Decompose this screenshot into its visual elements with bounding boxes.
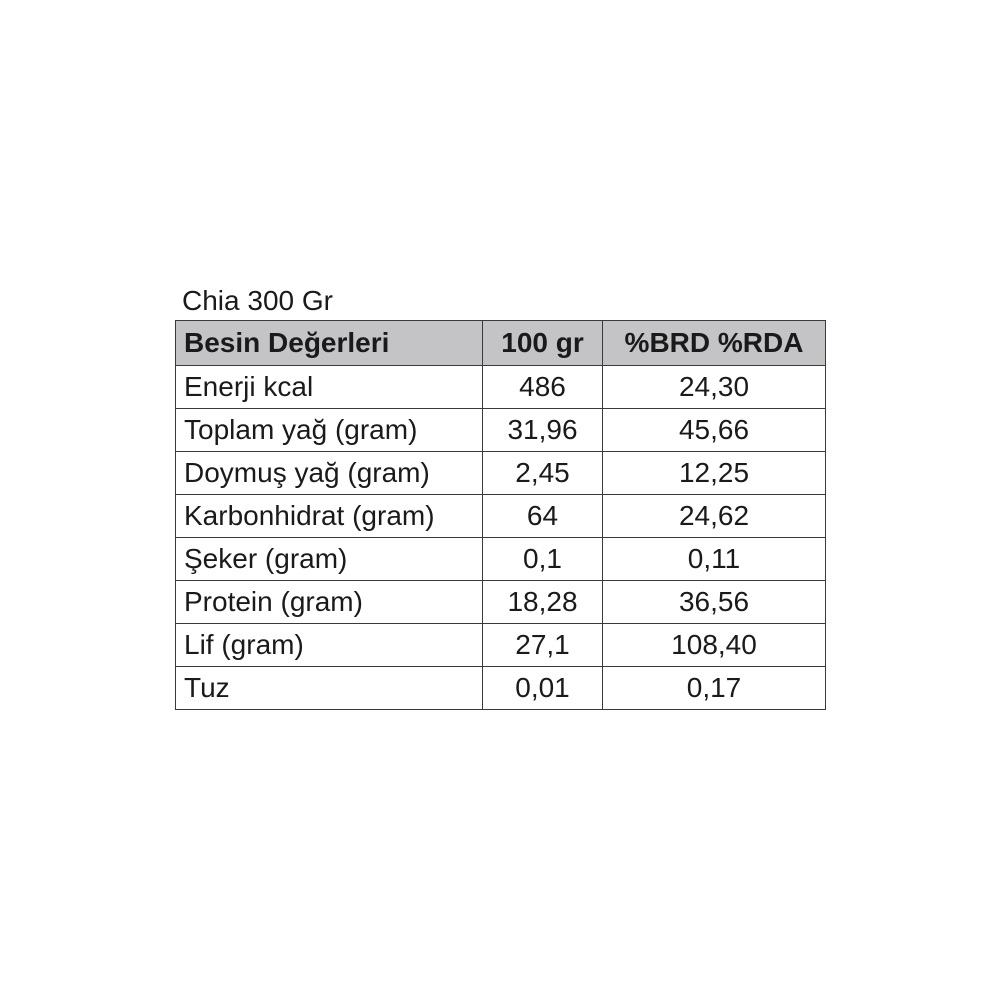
header-rda: %BRD %RDA [603,321,826,366]
cell-per-100g: 486 [483,366,603,409]
table-row [176,624,826,667]
cell-rda: 108,40 [603,624,826,667]
cell-nutrient: Tuz [176,667,483,710]
cell-rda: 24,62 [603,495,826,538]
cell-nutrient: Lif (gram) [176,624,483,667]
table-row [176,409,826,452]
header-nutrient: Besin Değerleri [176,321,483,366]
cell-per-100g: 18,28 [483,581,603,624]
table-row [176,538,826,581]
cell-rda: 24,30 [603,366,826,409]
cell-nutrient: Toplam yağ (gram) [176,409,483,452]
table-row [176,452,826,495]
cell-rda: 0,11 [603,538,826,581]
cell-nutrient: Doymuş yağ (gram) [176,452,483,495]
cell-nutrient: Protein (gram) [176,581,483,624]
cell-rda: 0,17 [603,667,826,710]
table-row [176,495,826,538]
cell-per-100g: 27,1 [483,624,603,667]
cell-per-100g: 31,96 [483,409,603,452]
cell-rda: 45,66 [603,409,826,452]
cell-nutrient: Karbonhidrat (gram) [176,495,483,538]
header-per-100g: 100 gr [483,321,603,366]
cell-nutrient: Enerji kcal [176,366,483,409]
cell-per-100g: 2,45 [483,452,603,495]
cell-rda: 12,25 [603,452,826,495]
table-caption: Chia 300 Gr [182,285,333,316]
cell-nutrient: Şeker (gram) [176,538,483,581]
table-row [176,667,826,710]
cell-rda: 36,56 [603,581,826,624]
cell-per-100g: 64 [483,495,603,538]
cell-per-100g: 0,1 [483,538,603,581]
table-row [176,366,826,409]
table-row [176,581,826,624]
cell-per-100g: 0,01 [483,667,603,710]
nutrition-table [175,320,826,710]
table-header-row [176,321,826,366]
